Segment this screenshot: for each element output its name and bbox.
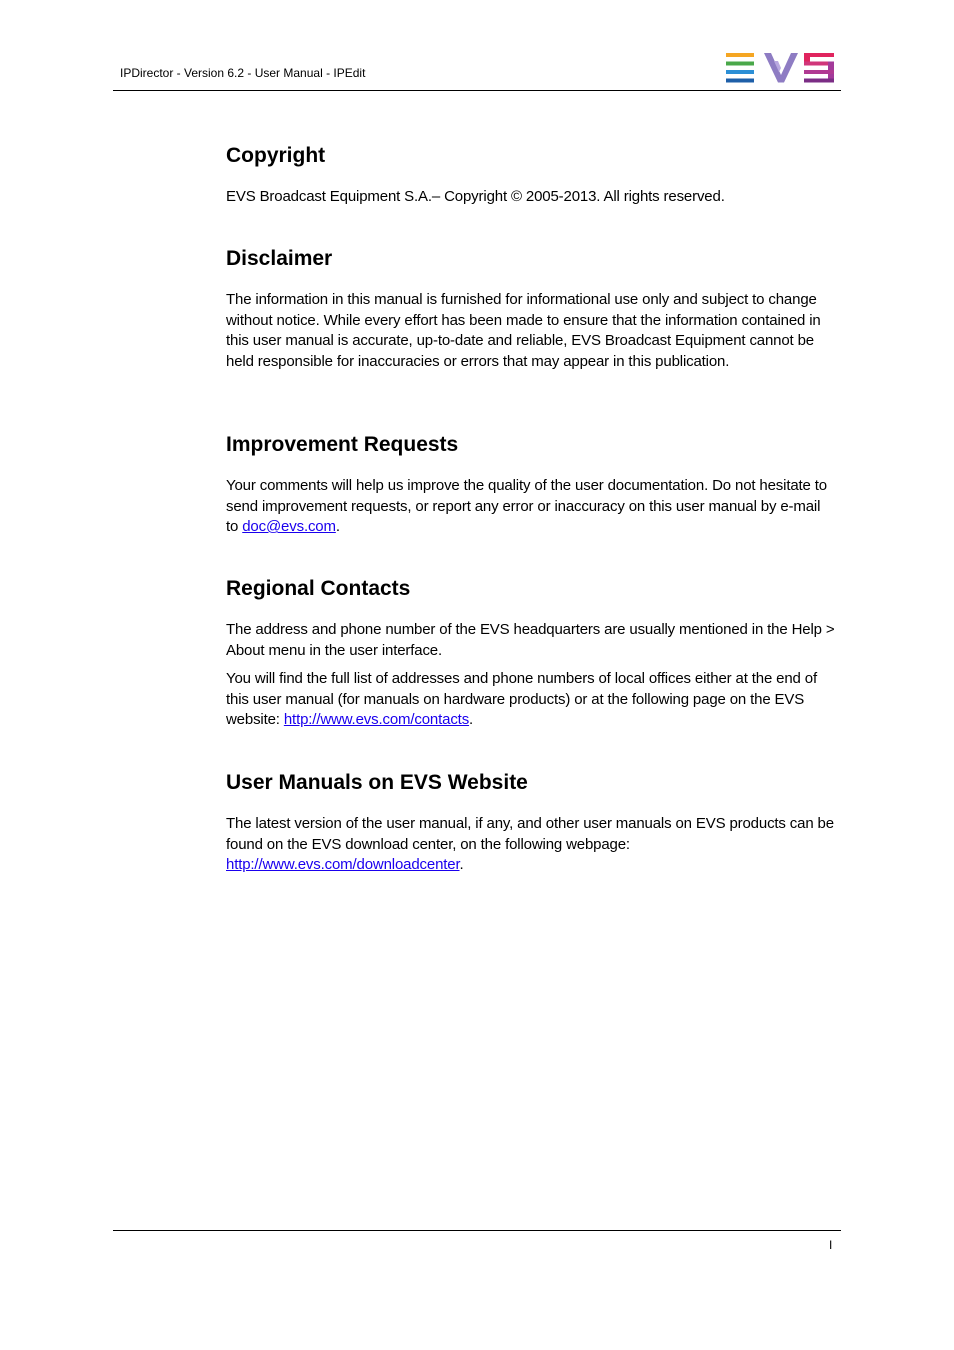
disclaimer-text: The information in this manual is furnished for informational use only and subject to change without notice. While every effort has been made to ensure that the information contained in this user manual is accurate, up-to-date and reliable, EVS Broadcast Equipment cannot be held responsible for inaccuracies or errors that may appear in this publication. (226, 291, 821, 370)
regional-para-2 (226, 669, 836, 731)
downloadcenter-link[interactable]: http://www.evs.com/downloadcenter (226, 856, 460, 873)
disclaimer-heading: Disclaimer (226, 247, 333, 270)
regional-para-1: The address and phone number of the EVS headquarters are usually mentioned in the Help > About menu in the user interface. (226, 621, 835, 659)
evs-logo (726, 53, 836, 83)
header-title: IPDirector - Version 6.2 - User Manual - IPEdit (120, 66, 366, 80)
improvement-text-after: . (335, 518, 340, 535)
email-link[interactable]: doc@evs.com (242, 518, 336, 535)
manuals-heading: User Manuals on EVS Website (226, 771, 528, 794)
copyright-text: EVS Broadcast Equipment S.A.– Copyright © 2005-2013. All rights reserved. (226, 188, 725, 205)
manuals-text (226, 814, 836, 876)
improvement-text (226, 476, 836, 538)
footer-divider (113, 1230, 841, 1231)
improvement-heading: Improvement Requests (226, 433, 459, 456)
page-number: I (829, 1238, 833, 1252)
improvement-text-before: Your comments will help us improve the quality of the user documentation. Do not hesitate to send improvement requests, or report any error or inaccuracy on this user manual by e-mail to (226, 477, 827, 535)
regional-heading: Regional Contacts (226, 577, 411, 600)
regional-para-2-after: . (469, 711, 474, 728)
copyright-heading: Copyright (226, 144, 326, 167)
regional-para-2-before: You will find the full list of addresses and phone numbers of local offices either at the end of this user manual (for manuals on hardware products) or at the following page on the EVS website: (226, 670, 817, 728)
header-divider (113, 90, 841, 91)
manuals-text-before: The latest version of the user manual, if any, and other user manuals on EVS products can be found on the EVS download center, on the following webpage: (226, 815, 834, 853)
manuals-text-after: . (459, 856, 464, 873)
contacts-link[interactable]: http://www.evs.com/contacts (283, 711, 470, 728)
